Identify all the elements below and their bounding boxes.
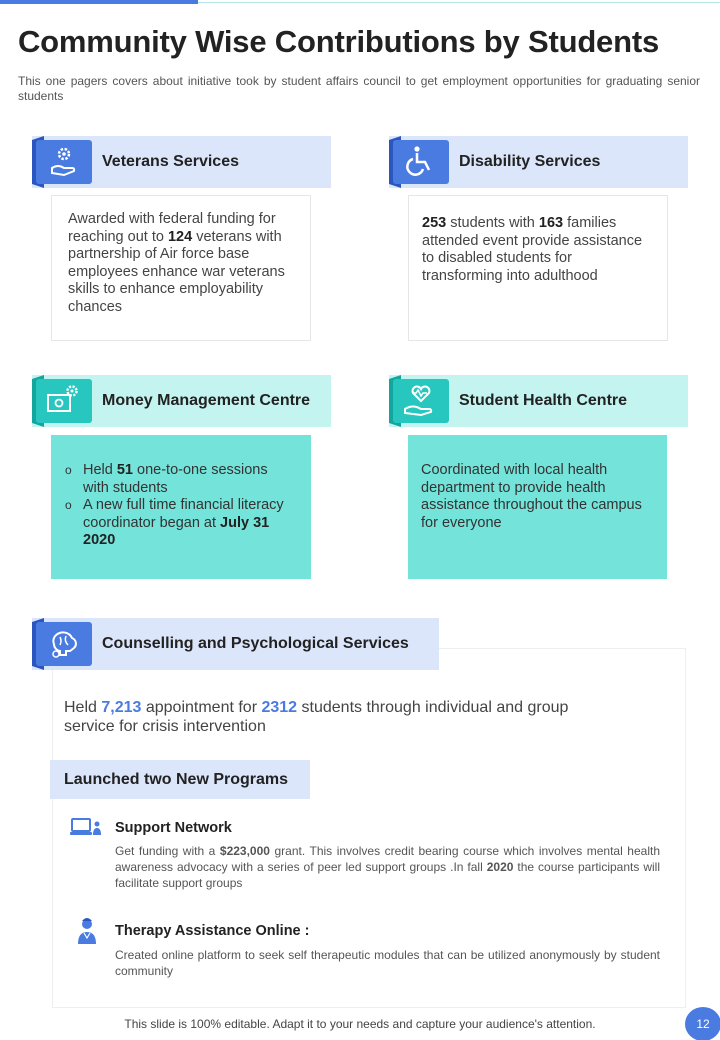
- health-card-header: [389, 375, 688, 427]
- veterans-text: Awarded with federal funding for reaching out to: [68, 211, 276, 245]
- veterans-count: 124: [167, 228, 193, 245]
- money-card-title: Money Management Centre: [102, 392, 311, 409]
- counselling-card-title: Counselling and Psychological Services: [102, 635, 409, 652]
- health-card-title: Student Health Centre: [459, 392, 628, 409]
- computer-users-icon: [70, 817, 104, 837]
- money-card-body: [51, 435, 311, 579]
- support-desc-text-cont: grant. This involves credit bearing course which involves mental health awareness advocacy with a series of peer led support groups .In fall: [115, 844, 660, 874]
- money-bullet-1-text-cont: one-to-one sessions with students: [83, 462, 268, 496]
- page-title: Community Wise Contributions by Students: [18, 24, 660, 59]
- therapy-desc: Created online platform to seek self therapeutic modules that can be utilized anonymously by student community: [115, 948, 660, 978]
- counselling-text-end: students through individual and group service for crisis intervention: [64, 699, 569, 735]
- footer-note: This slide is 100% editable. Adapt it to your needs and capture your audience's attention.: [124, 1017, 596, 1031]
- doctor-icon: [77, 917, 97, 944]
- counselling-text-cont: appointment for: [141, 699, 262, 716]
- money-start-date: July 31 2020: [83, 514, 270, 548]
- support-network-desc: [115, 843, 660, 891]
- money-bullet-2: [65, 497, 297, 550]
- disability-text-cont: families attended event provide assistance to disabled students for transforming into adulthood: [422, 215, 643, 284]
- money-bullet-2-text: A new full time financial literacy coordinator began at: [83, 497, 284, 531]
- health-icon-tab: [389, 375, 451, 427]
- support-network-title: Support Network: [115, 820, 232, 836]
- disability-card-title: Disability Services: [459, 153, 601, 170]
- grant-amount: $223,000: [219, 844, 270, 858]
- veterans-card-body: [51, 195, 311, 341]
- disability-card-body: [408, 195, 668, 341]
- bullet-marker: o: [65, 498, 72, 512]
- support-desc-text: Get funding with a: [115, 844, 220, 858]
- page-subtitle: This one pagers covers about initiative took by student affairs council to get employment opportunities for graduating senior students: [18, 74, 700, 103]
- bullet-marker: o: [65, 463, 72, 477]
- health-card-body: Coordinated with local health department to provide health assistance throughout the campus for everyone: [408, 435, 667, 579]
- veterans-text-cont: veterans with partnership of Air force base employees enhance war veterans skills to enhance employability chances: [68, 228, 285, 315]
- program-year: 2020: [486, 860, 514, 874]
- page-number-badge: 12: [685, 1007, 720, 1040]
- counselling-students-count: 2312: [261, 699, 298, 716]
- veterans-icon-tab: [32, 136, 94, 188]
- therapy-title: Therapy Assistance Online :: [115, 923, 310, 939]
- top-accent-bar: [0, 0, 198, 4]
- money-card-header: [32, 375, 331, 427]
- top-accent-line: [198, 2, 720, 3]
- counselling-summary: [64, 698, 584, 736]
- money-bullet-1-text: Held: [83, 462, 117, 478]
- veterans-card-title: Veterans Services: [102, 153, 239, 170]
- veterans-card-header: [32, 136, 331, 188]
- money-bullet-1: [65, 462, 297, 497]
- money-icon-tab: [32, 375, 94, 427]
- disability-text: students with: [446, 215, 539, 231]
- disability-students-count: 253: [422, 215, 447, 231]
- programs-heading: Launched two New Programs: [50, 760, 310, 799]
- counselling-text: Held: [64, 699, 102, 716]
- counselling-card-header: [32, 618, 439, 670]
- disability-icon-tab: [389, 136, 451, 188]
- appointments-count: 7,213: [101, 699, 142, 716]
- money-sessions-count: 51: [116, 462, 133, 478]
- disability-card-header: [389, 136, 688, 188]
- support-desc-text-end: the course participants will facilitate support groups: [115, 860, 660, 890]
- counselling-icon-tab: [32, 618, 94, 670]
- disability-families-count: 163: [538, 215, 564, 231]
